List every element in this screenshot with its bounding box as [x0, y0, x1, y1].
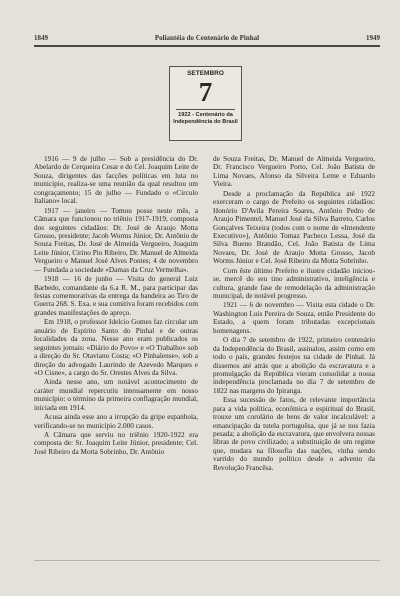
header-title: Poliantéia do Centenário de Pinhal — [154, 34, 260, 42]
paragraph: Em 1918, o professor Idelcio Gomes faz circular um anuário de Espírito Santo do Pinhal e de outras localidades da zona. Nesse ano eram publicados os seguintes jornais: «Diário do Povo» e «O Trabalho» sob a direção do Sr. Otaviano Costa; «O Pinhalense», sob a direção do advogado Laurindo de Azevedo Marques e «O Cisne», a cargo do Sr. Orestes Alves da Silva. — [34, 318, 198, 377]
date-divider — [176, 109, 235, 110]
paragraph: 1916 — 9 de julho — Sob a presidência do Dr. Abelardo de Cerqueira Cesar e do Cel. Joaquim Leite de Souza, dirigentes das facções políticas em luta no município, realiza-se uma reunião da qual resultou um congraçamento; 15 de julho — Fundado o «Circulo Italiano» local. — [34, 155, 198, 206]
right-column — [213, 155, 375, 472]
paragraph: A Câmara que serviu no triênio 1920-1922 era composta de: Sr. Joaquim Leite Júnior, presidente; Cel. José Ribeiro da Motta Sobrinho, Dr. Antônio — [34, 431, 198, 456]
paragraph: Acusa ainda esse ano a irrupção da gripe espanhola, verificando-se no município 2.000 casos. — [34, 413, 198, 430]
date-caption: 1922 - Centenário da Independência do Brasil — [173, 112, 238, 125]
paragraph: de Souza Freitas, Dr. Manuel de Almeida Vergueiro, Dr. Francisco Vergueiro Porto, Cel. João Batista de Lima Novaes, Afonso da Silveira Leme e Eduardo Vieira. — [213, 155, 375, 189]
paragraph: Desde a proclamação da República até 1922 exerceram o cargo de Prefeito os seguintes cidadãos: Honório D'Avila Pereira Soares, Antônio Pedro de Araujo Pimentel, Manuel José da Silva Barreto, Carlos Gonçalves Teixeira (todos com o nome de «Intendente Executivo»), Antônio Tomaz Pacheco Lessa, José da Silva Bueno Brandão, Cel. João Batista de Lima Novaes, Dr. José de Araujo Motta Grosso, Jacob Worms Júnior e Cel. José Ribeiro da Motta Sobrinho. — [213, 189, 375, 266]
page-bottom-rule — [34, 560, 380, 561]
header-rule — [34, 45, 380, 47]
paragraph: Ainda nesse ano, um notável acontecimento de caráter mundial repercutiu intensamente em nosso município: o término da primeira conflagração mundial, iniciada em 1914. — [34, 378, 198, 412]
paragraph: Essa sucessão de fatos, de relevante importância para a vida política, econômica e espiritual do Brasil, trouxe um corolário de bens de valor incalculável: a emancipação da tutela portuguêsa, que já se nos fazia pesada; a abolição da escravatura, que envolvera nossas libras de povo civilizado; a substituição de um regime que, mudara na filosofia das nações, vinha sendo varrido do mundo político desde o advento da Revolução Francêsa. — [213, 396, 375, 472]
paragraph: O dia 7 de setembro de 1922, primeiro centenário da Independência do Brasil, assinalou, assim como em todo o país, grandes festejos na cidade de Pinhal. Já dissemos até atrás que a abolição da escravatura e a promulgação da República vieram consolidar a nossa independência proclamada no dia 7 de setembro de 1822 nas margens do Ipiranga. — [213, 336, 375, 395]
date-day: 7 — [198, 77, 213, 107]
date-box — [169, 66, 242, 141]
paragraph: 1918 — 16 de junho — Visita do general Luiz Barbedo, comandante da 6.a R. M., para participar das festas comemorativas da entrega da bandeira ao Tiro de Guerra 268. S. Exa. e sua comitiva foram recebidos com grandes manifestações de apreço. — [34, 275, 198, 317]
paragraph: 1921 — 6 de novembro — Visita esta cidade o Dr. Washington Luis Pereira de Souza, então Presidente do Estado, a quem foram tributadas excepcionais homenagens. — [213, 301, 375, 335]
header-year-right: 1949 — [366, 34, 380, 42]
date-month: SETEMBRO — [187, 70, 224, 77]
header-year-left: 1849 — [34, 34, 48, 42]
paragraph: Com êste último Prefeito e ilustre cidadão iniciou-se, mercê do seu tino administrativo, inteligência e cultura, grande fase de remodelação da administração municipal, de notável progresso. — [213, 266, 375, 300]
paragraph: 1917 — janeiro — Tomou posse neste mês, a Câmara que funcionou no triênio 1917-1919, composta dos seguintes cidadãos: Dr. José de Araujo Motta Grosso, presidente; Jacob Worms Júnior, Dr. Antônio de Souza Freitas, Dr. José de Almeida Vergueiro, Joaquim Leite Júnior, Cirino Pio Ribeiro, Dr. Manuel de Almeida Vergueiro e Manuel José Alves Pontes; 4 de novembro — Fundada a sociedade «Damas da Cruz Vermelha». — [34, 206, 198, 274]
left-column — [34, 155, 198, 456]
